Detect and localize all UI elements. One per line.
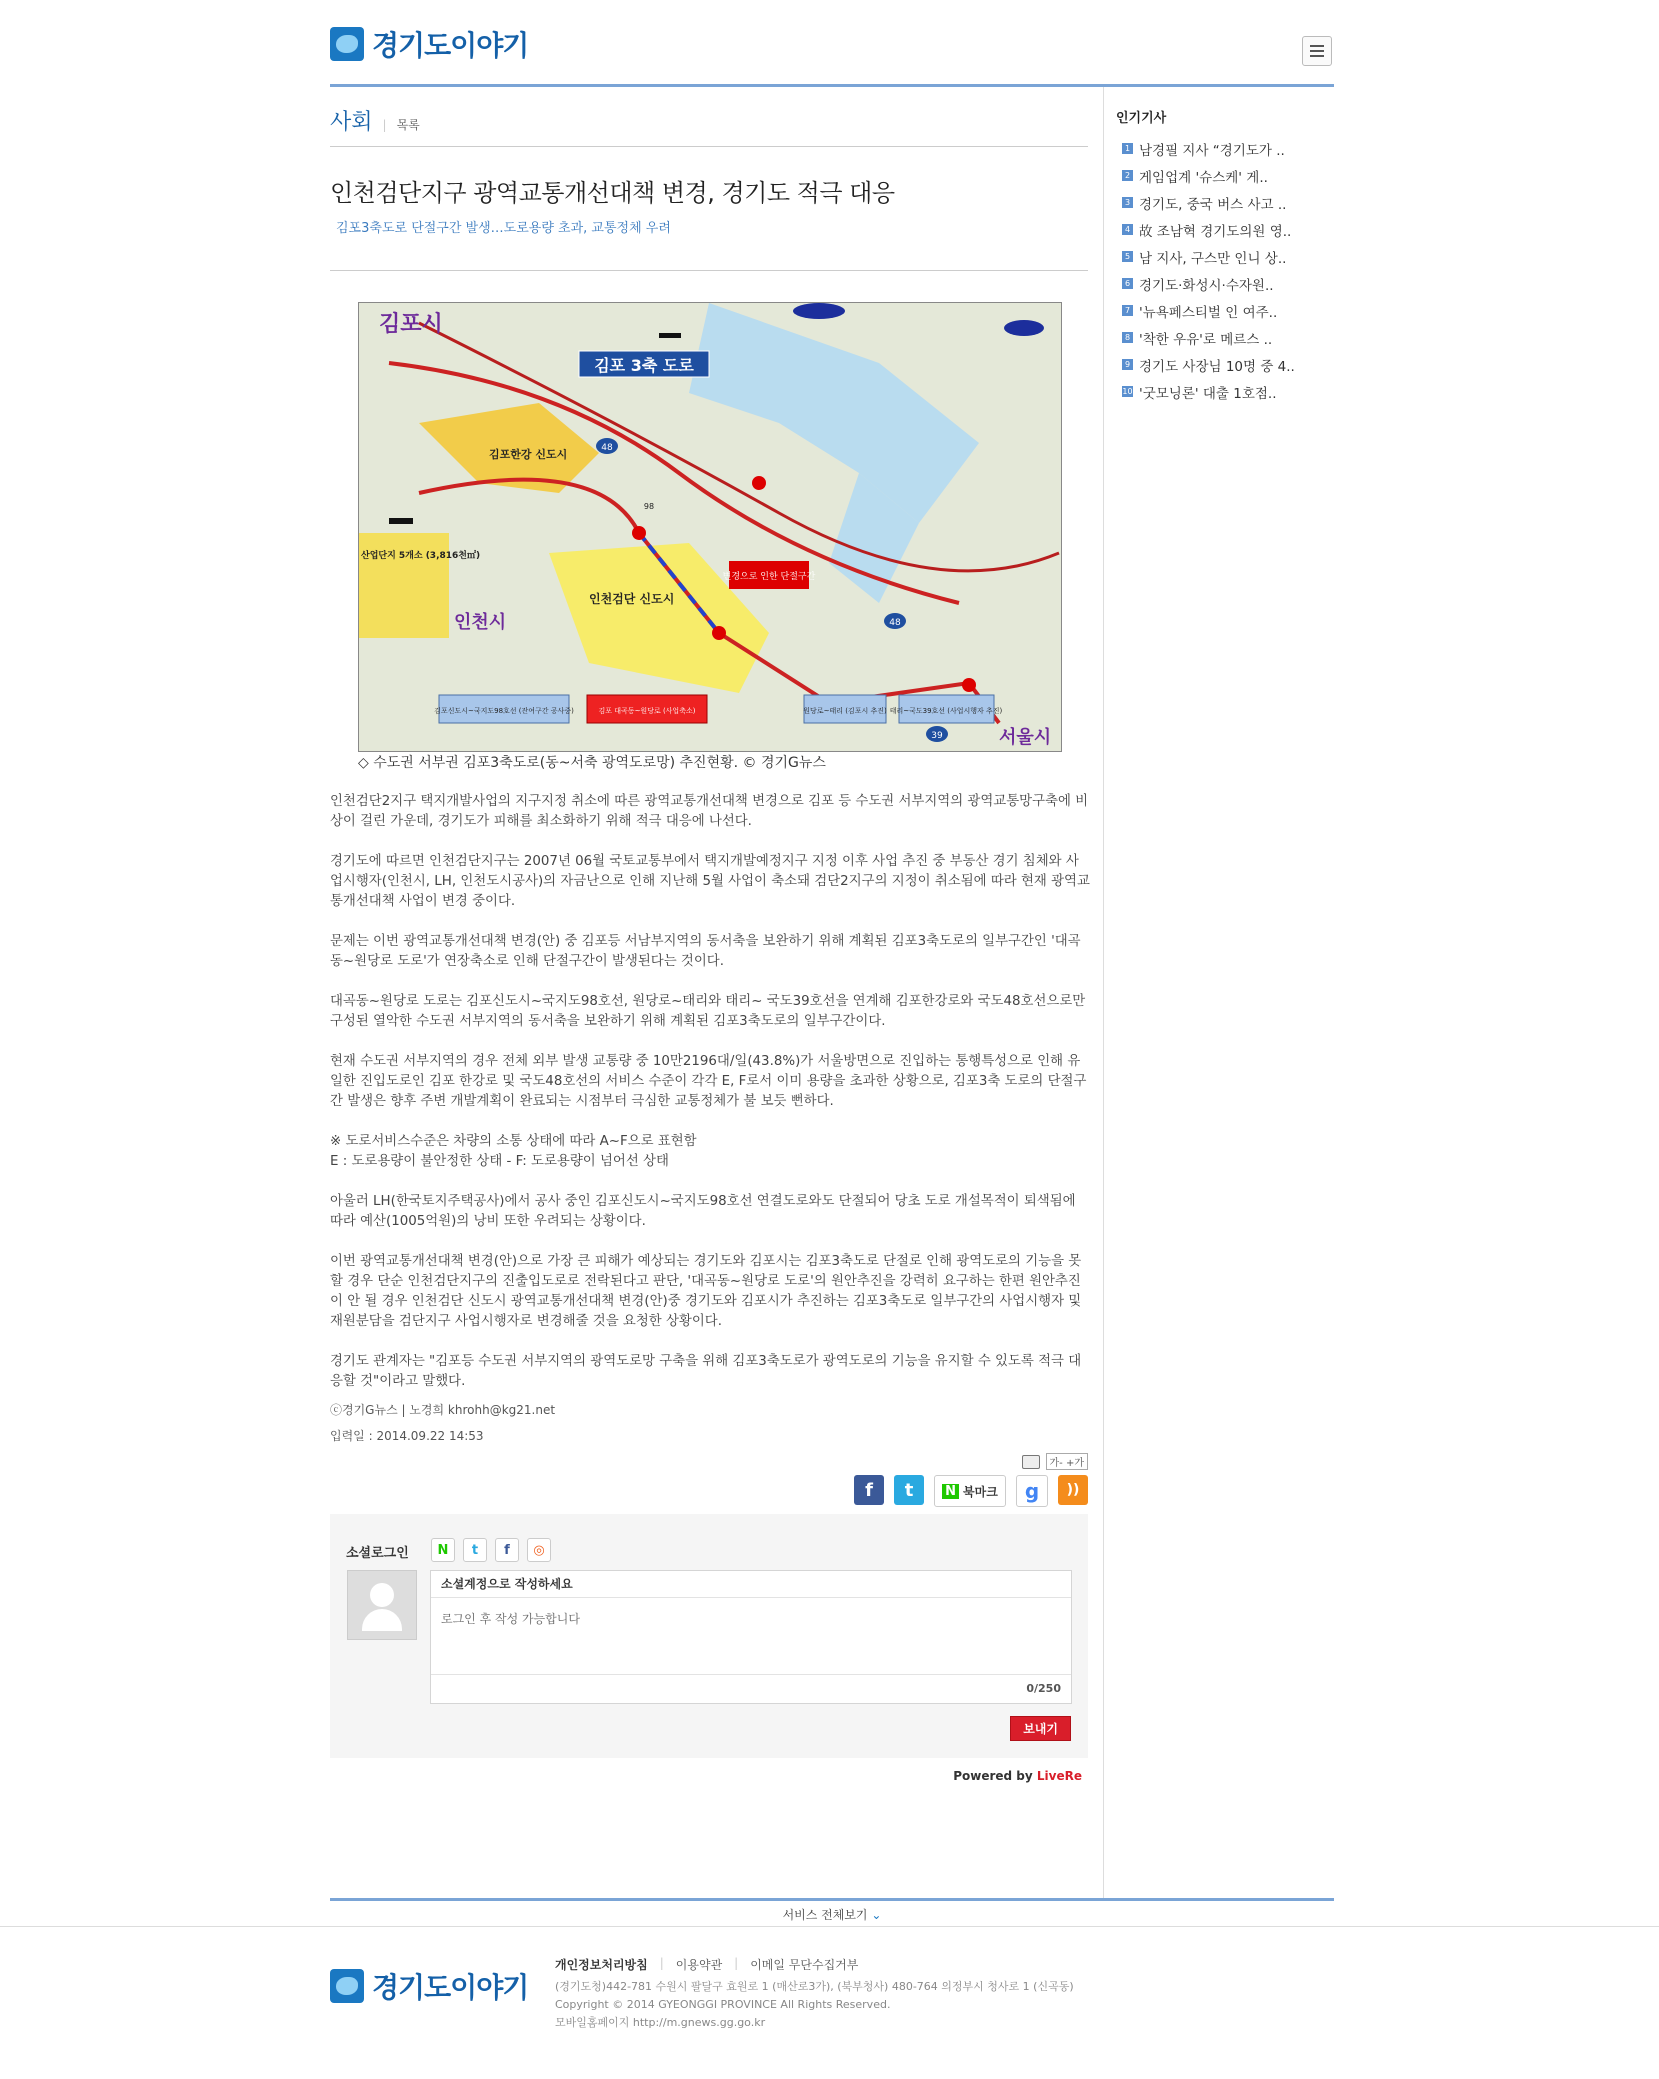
svg-text:태리~국도39호선 (사업시행자 추진): 태리~국도39호선 (사업시행자 추진)	[889, 707, 1003, 715]
list-item[interactable]: 10 '굿모닝론' 대출 1호점..	[1122, 385, 1277, 402]
svg-text:48: 48	[601, 443, 613, 453]
footer-links: 개인정보처리방침 | 이용약관 | 이메일 무단수집거부	[555, 1956, 859, 1972]
paragraph: 경기도에 따르면 인천검단지구는 2007년 06월 국토교통부에서 택지개발예정지구 지정 이후 사업 추진 중 부동산 경기 침체와 사업시행자(인천시, LH, 인천도시공사)의 자금난으로 인해 지난해 5월 사업이 축소돼 검단2지구의 지정이 취소됨에 따라 현재 광역교통개선대책 사업이 변경 중이다.	[330, 854, 1090, 909]
paragraph: 대곡동~원당로 도로는 김포신도시~국지도98호선, 원당로~태리와 태리~ 국도39호선을 연계해 김포한강로와 국도48호선으로만 구성된 열악한 수도권 서부지역의 동서축을 보완하기 위해 계획된 김포3축도로의 일부구간이다.	[330, 994, 1086, 1029]
list-item[interactable]: 1 남경필 지사 “경기도가 ..	[1122, 135, 1295, 162]
list-item[interactable]: 7 '뉴욕페스티벌 인 여주..	[1122, 297, 1295, 324]
logo-icon	[330, 1969, 364, 2003]
comment-form[interactable]	[430, 1570, 1072, 1704]
rss-icon[interactable]: ))	[1058, 1475, 1088, 1505]
svg-text:원당로~태리 (김포시 추진): 원당로~태리 (김포시 추진)	[803, 707, 887, 715]
footer-info: (경기도청)442-781 수원시 팔달구 효원로 1 (매산로3가), (북부청사) 480-764 의정부시 청사로 1 (신곡동) Copyright © 2014 GYEONGGI PROVINCE All Rights Reserved. 모바일홈페이지 http://m.gnews.gg.go.kr	[555, 1980, 1074, 2029]
header-divider	[330, 84, 1334, 87]
list-item[interactable]: 3 경기도, 중국 버스 사고 ..	[1122, 189, 1295, 216]
site-logo[interactable]	[330, 24, 528, 64]
print-icon[interactable]	[1022, 1455, 1040, 1469]
avatar	[347, 1570, 417, 1640]
list-item[interactable]: 2 게임업계 '슈스케' 게..	[1122, 162, 1295, 189]
facebook-login-icon[interactable]: f	[495, 1538, 519, 1562]
char-count: 0/250	[431, 1674, 1071, 1703]
map-road-label: 김포 3축 도로	[594, 356, 694, 375]
list-link[interactable]: 목록	[396, 118, 420, 132]
category-name[interactable]: 사회	[330, 110, 373, 135]
naver-bookmark-button[interactable]: N 북마크	[934, 1475, 1006, 1507]
svg-text:산업단지 5개소 (3,816천㎡): 산업단지 5개소 (3,816천㎡)	[361, 551, 481, 561]
comment-box	[330, 1514, 1088, 1758]
naver-login-icon[interactable]: N	[431, 1538, 455, 1562]
service-all-toggle[interactable]: 서비스 전체보기 ⌄	[782, 1908, 882, 1922]
svg-text:48: 48	[889, 618, 901, 628]
comment-form-title: 소셜계정으로 작성하세요	[431, 1571, 1071, 1598]
paragraph: 문제는 이번 광역교통개선대책 변경(안) 중 김포등 서남부지역의 동서축을 보완하기 위해 계획된 김포3축도로의 일부구간인 '대곡동~원당로 도로'가 연장축소로 인해 단절구간이 발생된다는 것이다.	[330, 934, 1081, 969]
chevron-down-icon: ⌄	[871, 1908, 882, 1922]
social-login-icons	[431, 1538, 551, 1562]
svg-text:인천시: 인천시	[454, 612, 507, 633]
list-item[interactable]: 9 경기도 사장님 10명 중 4..	[1122, 351, 1295, 378]
kakao-login-icon[interactable]: ◎	[527, 1538, 551, 1562]
list-item[interactable]: 8 '착한 우유'로 메르스 ..	[1122, 324, 1295, 351]
list-item[interactable]: 4 故 조남혁 경기도의원 영..	[1122, 216, 1295, 243]
social-login-label: 소셜로그인	[346, 1546, 409, 1561]
article-credit: ⓒ경기G뉴스 | 노경희 khrohh@kg21.net	[330, 1403, 556, 1417]
list-item[interactable]: 6 경기도·화성시·수자원..	[1122, 270, 1295, 297]
comment-input[interactable]: 로그인 후 작성 가능합니다	[441, 1612, 580, 1626]
article-body	[330, 792, 1090, 1412]
svg-text:김포 대곡동~원당로 (사업축소): 김포 대곡동~원당로 (사업축소)	[598, 707, 696, 715]
article-title: 인천검단지구 광역교통개선대책 변경, 경기도 적극 대응	[330, 179, 895, 207]
hamburger-icon[interactable]	[1302, 36, 1332, 66]
svg-text:98: 98	[643, 502, 655, 511]
paragraph: 이번 광역교통개선대책 변경(안)으로 가장 큰 피해가 예상되는 경기도와 김포시는 김포3축도로 단절로 인해 광역도로의 기능을 못 할 경우 단순 인천검단지구의 진출입도로로 전락된다고 판단, '대곡동~원당로 도로'의 원안추진을 강력히 요구하는 한편 원안추진이 안 될 경우 인천검단 신도시 광역교통개선대책 변경(안)중 경기도와 김포시가 추진하는 김포3축도로 일부구간의 사업시행자 및 재원분담을 검단지구 사업시행자로 변경해줄 것을 요청한 상황이다.	[330, 1254, 1082, 1329]
category-bar: 사회 | 목록	[330, 105, 420, 136]
google-icon[interactable]: g	[1016, 1475, 1048, 1507]
svg-text:인천검단 신도시: 인천검단 신도시	[589, 592, 675, 606]
facebook-icon[interactable]: f	[854, 1475, 884, 1505]
paragraph: 아울러 LH(한국토지주택공사)에서 공사 중인 김포신도시~국지도98호선 연결도로와도 단절되어 당초 도로 개설목적이 퇴색됨에 따라 예산(1005억원)의 낭비 또한 우려되는 상황이다.	[330, 1194, 1076, 1229]
article-tools	[1022, 1453, 1089, 1470]
paragraph: 현재 수도권 서부지역의 경우 전체 외부 발생 교통량 중 10만2196대/일(43.8%)가 서울방면으로 진입하는 통행특성으로 인해 유일한 진입도로인 김포 한강로 및 국도48호선의 서비스 수준이 각각 E, F로서 이미 용량을 초과한 상황으로, 김포3축 도로의 단절구간 발생은 향후 주변 개발계획이 완료되는 시점부터 극심한 교통정체가 불 보듯 뻔하다.	[330, 1054, 1087, 1109]
share-bar	[854, 1475, 1088, 1507]
article-subtitle: 김포3축도로 단절구간 발생…도로용량 초과, 교통정체 우려	[336, 221, 671, 236]
twitter-icon[interactable]: t	[894, 1475, 924, 1505]
article-map-image	[358, 302, 1062, 752]
email-policy-link[interactable]: 이메일 무단수집거부	[750, 1958, 859, 1972]
road-map-graphic	[359, 303, 1061, 751]
article-date: 입력일 : 2014.09.22 14:53	[330, 1429, 484, 1443]
paragraph: 경기도 관계자는 "김포등 수도권 서부지역의 광역도로망 구축을 위해 김포3축도로가 광역도로의 기능을 유지할 수 있도록 적극 대응할 것"이라고 말했다.	[330, 1354, 1082, 1389]
paragraph: ※ 도로서비스수준은 차량의 소통 상태에 따라 A~F으로 표현함 E : 도로용량이 불안정한 상태 - F: 도로용량이 넘어선 상태	[330, 1134, 697, 1169]
site-name: 경기도이야기	[372, 29, 529, 62]
paragraph: 인천검단2지구 택지개발사업의 지구지정 취소에 따른 광역교통개선대책 변경으로 김포 등 수도권 서부지역의 광역교통망구축에 비상이 걸린 가운데, 경기도가 피해를 최소화하기 위해 적극 대응에 나선다.	[330, 794, 1089, 829]
svg-text:서울시: 서울시	[999, 727, 1052, 748]
powered-by[interactable]: Powered by LiveRe	[953, 1769, 1082, 1783]
map-gimpo-label: 김포시	[379, 312, 443, 337]
terms-link[interactable]: 이용약관	[675, 1958, 723, 1972]
svg-text:변경으로 인한 단절구간: 변경으로 인한 단절구간	[722, 572, 816, 582]
privacy-link[interactable]: 개인정보처리방침	[555, 1958, 648, 1972]
popular-title: 인기기사	[1116, 111, 1167, 126]
svg-text:김포한강 신도시: 김포한강 신도시	[489, 448, 568, 461]
twitter-login-icon[interactable]: t	[463, 1538, 487, 1562]
svg-text:김포신도시~국지도98호선 (잔여구간 공사중): 김포신도시~국지도98호선 (잔여구간 공사중)	[434, 707, 574, 715]
font-size-button[interactable]: 가- +가	[1046, 1453, 1089, 1470]
svg-text:39: 39	[931, 731, 943, 741]
list-item[interactable]: 5 남 지사, 구스만 인니 상..	[1122, 243, 1295, 270]
footer-logo[interactable]: 경기도이야기	[330, 1966, 528, 2006]
photo-caption: ◇ 수도권 서부권 김포3축도로(동~서축 광역도로망) 추진현황. © 경기G뉴스	[358, 755, 826, 771]
logo-icon	[330, 27, 364, 61]
send-button[interactable]: 보내기	[1010, 1716, 1071, 1741]
